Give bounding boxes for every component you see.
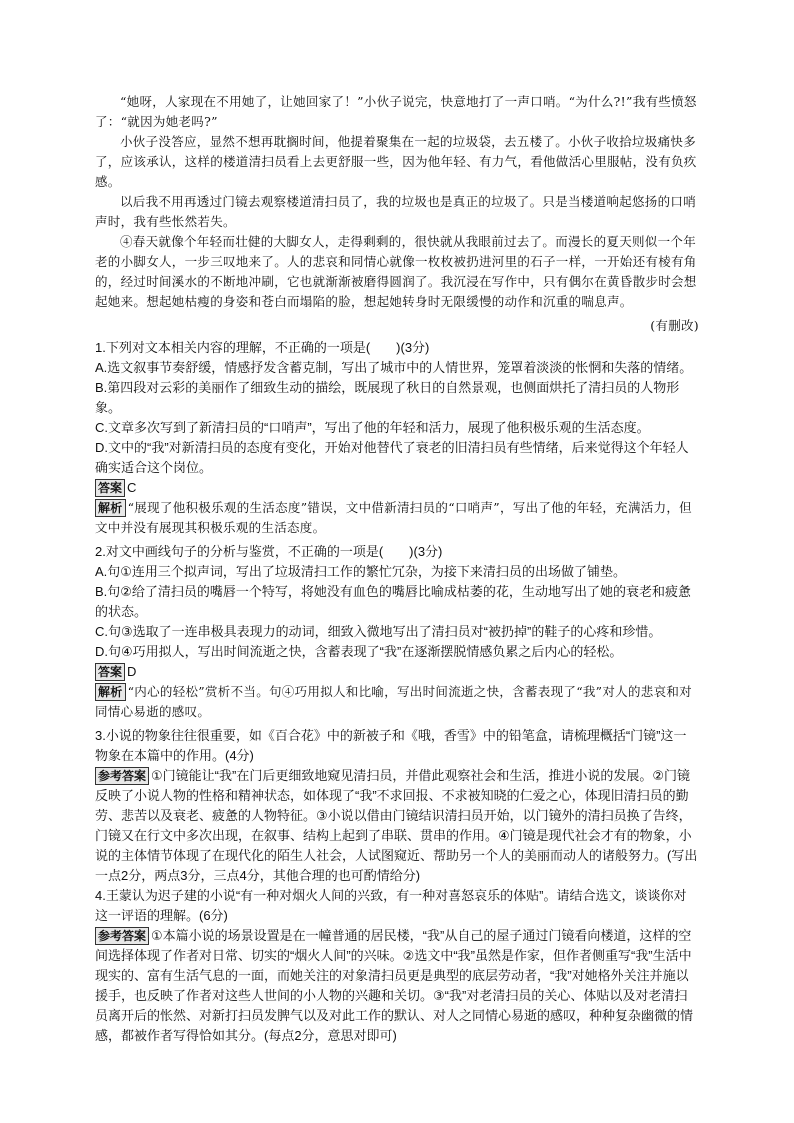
- passage-paragraph: ④春天就像个年轻而壮健的大脚女人，走得剩剩的，很快就从我眼前过去了。而漫长的夏天则似一个年老的小脚女人，一步三叹地来了。人的悲哀和同情心就像一枚枚被扔进河里的石子一样，一开始还有棱有角的，经过时间溪水的不断地冲刷，它也就渐渐被磨得圆润了。我沉浸在写作中，只有偶尔在黄昏散步时会想起她来。想起她枯瘦的身姿和苍白而塌陷的脸，想起她转身时无限缓慢的动作和沉重的喘息声。: [95, 234, 697, 309]
- option-d: D.文中的“我”对新清扫员的态度有变化，开始对他替代了衰老的旧清扫员有些情绪，后来觉得这个年轻人确实适合这个岗位。: [95, 440, 689, 475]
- passage-paragraph: 小伙子没答应，显然不想再耽搁时间，他提着聚集在一起的垃圾袋，去五楼了。小伙子收拾垃圾痛快多了，应该承认，这样的楼道清扫员看上去更舒服一些，因为他年轻、有力气，看他做活心里服帖，没有负疚感。: [95, 134, 697, 189]
- option-a: A.句①连用三个拟声词，写出了垃圾清扫工作的繁忙冗杂，为接下来清扫员的出场做了铺垫。: [95, 564, 626, 579]
- reference-answer-tag: 参考答案: [95, 927, 149, 945]
- question-2: [95, 542, 699, 722]
- reference-answer: [95, 766, 699, 886]
- question-stem: 1.下列对文本相关内容的理解，不正确的一项是( )(3分): [95, 340, 430, 355]
- option-d: D.句④巧用拟人，写出时间流逝之快，含蓄表现了“我”在逐渐摆脱情感负累之后内心的轻松。: [95, 644, 623, 659]
- analysis-line: [95, 498, 699, 538]
- option-c: C.文章多次写到了新清扫员的“口哨声”，写出了他的年轻和活力，展现了他积极乐观的生活态度。: [95, 420, 650, 435]
- reference-answer-tag: 参考答案: [95, 767, 149, 785]
- analysis-tag: 解析: [95, 499, 126, 517]
- option-b: B.句②给了清扫员的嘴唇一个特写，将她没有血色的嘴唇比喻成枯萎的花，生动地写出了她的衰老和疲惫的状态。: [95, 584, 691, 619]
- passage-paragraph: 以后我不用再透过门镜去观察楼道清扫员了，我的垃圾也是真正的垃圾了。只是当楼道响起悠扬的口哨声时，我有些怅然若失。: [95, 194, 697, 229]
- analysis-line: [95, 682, 699, 722]
- answer-line: [95, 478, 699, 498]
- analysis-text: “内心的轻松”赏析不当。句④巧用拟人和比喻，写出时间流逝之快，含蓄表现了“我”对人的悲哀和对同情心易逝的感叹。: [95, 684, 692, 719]
- question-4: [95, 886, 699, 1046]
- answer-line: [95, 662, 699, 682]
- answer-tag: 答案: [95, 479, 125, 497]
- answer-value: D: [127, 664, 137, 679]
- answer-value: C: [127, 480, 137, 495]
- document-page: [95, 92, 699, 1046]
- passage: [95, 92, 699, 336]
- question-stem: 4.王蒙认为迟子建的小说“有一种对烟火人间的兴致，有一种对喜怒哀乐的体贴”。请结合选文，谈谈你对这一评语的理解。(6分): [95, 888, 687, 923]
- question-stem: 2.对文中画线句子的分析与鉴赏，不正确的一项是( )(3分): [95, 544, 443, 559]
- answer-tag: 答案: [95, 663, 125, 681]
- reference-answer: [95, 926, 699, 1046]
- source-note: (有删改): [650, 318, 699, 333]
- question-3: [95, 726, 699, 886]
- analysis-tag: 解析: [95, 683, 126, 701]
- reference-answer-text: ①门镜能让“我”在门后更细致地窥见清扫员，并借此观察社会和生活，推进小说的发展。②门镜反映了小说人物的性格和精神状态，如体现了“我”不求回报、不求被知晓的仁爱之心，体现旧清扫员的勤劳、悲苦以及衰老、疲惫的人物特征。③小说以借由门镜结识清扫员开始，以门镜外的清扫员换了告终，门镜又在行文中多次出现，在叙事、结构上起到了串联、贯串的作用。④门镜是现代社会才有的物象，小说的主体情节体现了在现代化的陌生人社会，人试图窥近、帮助另一个人的美丽而动人的诸般努力。(写出一点2分，两点3分，三点4分，其他合理的也可酌情给分): [95, 768, 698, 883]
- question-stem: 3.小说的物象往往很重要，如《百合花》中的新被子和《哦，香雪》中的铅笔盒，请梳理概括“门镜”这一物象在本篇中的作用。(4分): [95, 728, 687, 763]
- reference-answer-text: ①本篇小说的场景设置是在一幢普通的居民楼，“我”从自己的屋子通过门镜看向楼道，这样的空间选择体现了作者对日常、切实的“烟火人间”的兴味。②选文中“我”虽然是作家，但作者侧重写“我”生活中现实的、富有生活气息的一面，而她关注的对象清扫员更是典型的底层劳动者，“我”对她格外关注并施以援手，也反映了作者对这些人世间的小人物的兴趣和关切。③“我”对老清扫员的关心、体贴以及对老清扫员离开后的怅然、对新打扫员发脾气以及对此工作的默认、对人之同情心易逝的感叹，种种复杂幽微的情感，都被作者写得恰如其分。(每点2分，意思对即可): [95, 928, 694, 1043]
- question-1: [95, 338, 699, 538]
- option-c: C.句③选取了一连串极具表现力的动词，细致入微地写出了清扫员对“被扔掉”的鞋子的心疼和珍惜。: [95, 624, 662, 639]
- passage-paragraph: “她呀，人家现在不用她了，让她回家了！”小伙子说完，快意地打了一声口哨。“为什么?!”我有些愤怒了：“就因为她老吗?”: [95, 94, 697, 129]
- option-b: B.第四段对云彩的美丽作了细致生动的描绘，既展现了秋日的自然景观，也侧面烘托了清扫员的人物形象。: [95, 380, 680, 415]
- option-a: A.选文叙事节奏舒缓，情感抒发含蓄克制，写出了城市中的人情世界，笼罩着淡淡的怅惘和失落的情绪。: [95, 360, 693, 375]
- analysis-text: “展现了他积极乐观的生活态度”错误，文中借新清扫员的“口哨声”，写出了他的年轻，充满活力，但文中并没有展现其积极乐观的生活态度。: [95, 500, 692, 535]
